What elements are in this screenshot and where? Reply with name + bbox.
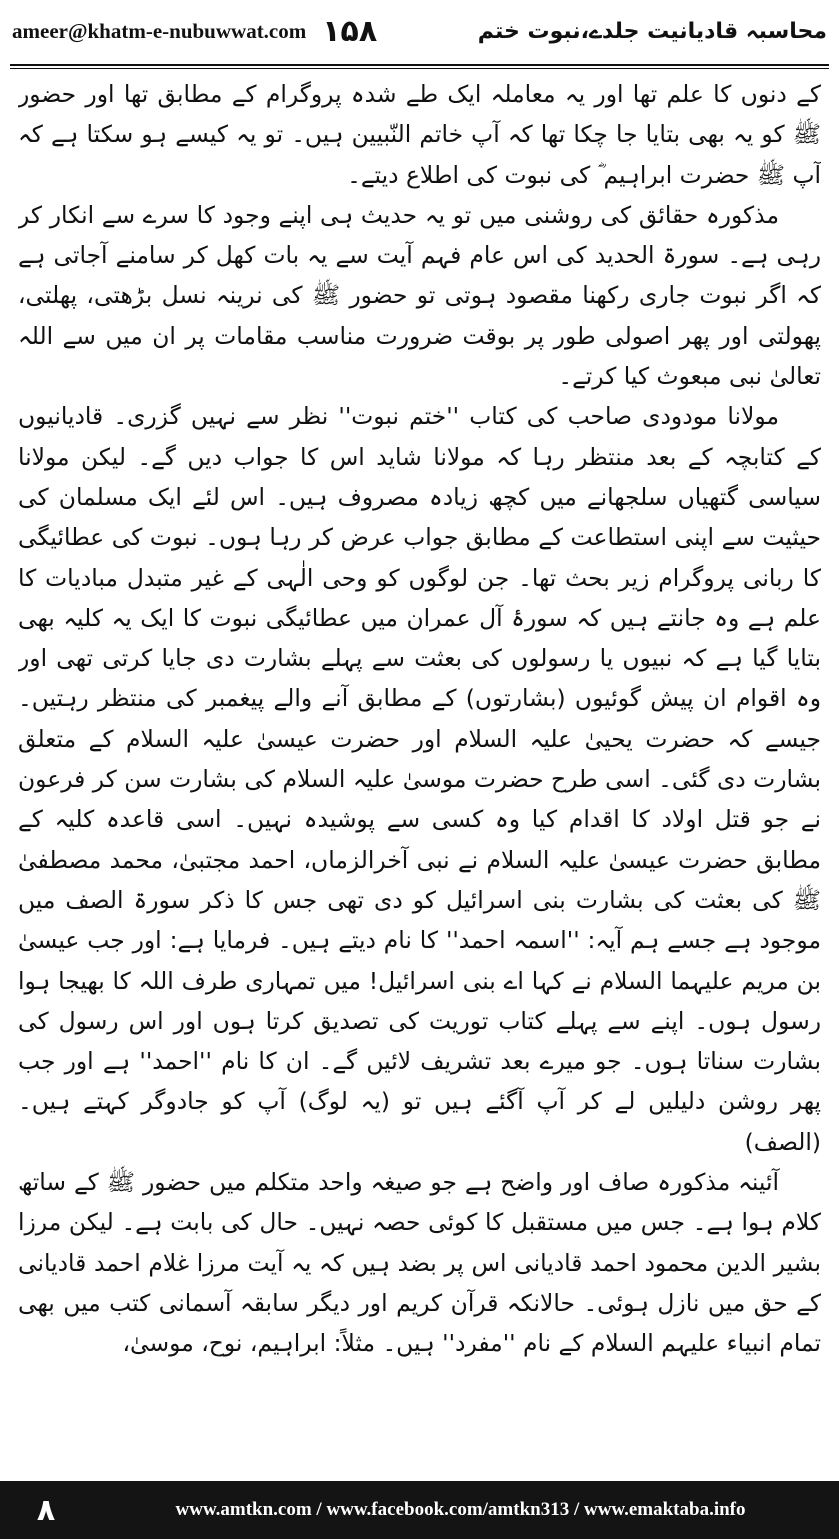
footer-page-number: ۸ [36, 1492, 56, 1528]
paragraph: آئینہ مذکورہ صاف اور واضح ہے جو صیغہ واحد متکلم میں حضور ﷺ کے ساتھ کلام ہوا ہے۔ جس میں مستقبل کا کوئی حصہ نہیں۔ حال کی بابت ہے۔ لیکن مرزا بشیر الدین محمود احمد قادیانی اس پر بضد ہیں کہ یہ آیت مرزا غلام احمد قادیانی کے حق میں نازل ہوئی۔ حالانکہ قرآن کریم اور دیگر سابقہ آسمانی کتب میں بھی تمام انبیاء علیہم السلام کے نام ''مفرد'' ہیں۔ مثلاً: ابراہیم، نوح، موسیٰ، [18, 1168, 821, 1358]
body-text [18, 74, 821, 1452]
header-email: ameer@khatm-e-nubuwwat.com [12, 18, 307, 43]
paragraph: مذکورہ حقائق کی روشنی میں تو یہ حدیث ہی اپنے وجود کا سرے سے انکار کر رہی ہے۔ سورۃ الحدید کی اس عام فہم آیت سے یہ بات کھل کر سامنے آجاتی ہے کہ اگر نبوت جاری رکھنا مقصود ہوتی تو حضور ﷺ کی نرینہ نسل بڑھتی، پھلتی، پھولتی اور پھر اصولی طور پر بوقت ضرورت مناسب مقامات پر ان میں سے اللہ تعالیٰ نبی مبعوث کیا کرتے۔ [18, 200, 821, 391]
header-divider [10, 64, 829, 69]
paragraph: مولانا مودودی صاحب کی کتاب ''ختم نبوت'' نظر سے نہیں گزری۔ قادیانیوں کے کتابچہ کے بعد منتظر رہا کہ مولانا شاید اس کا جواب دیں گے۔ لیکن مولانا سیاسی گتھیاں سلجھانے میں کچھ زیادہ مصروف ہیں۔ اس لئے ایک مسلمان کی حیثیت سے اپنی استطاعت کے مطابق جواب عرض کر رہا ہوں۔ نبوت کی عطائیگی کا ربانی پروگرام زیر بحث تھا۔ جن لوگوں کو وحی الٰہی کے غیر متبدل مبادیات کا علم ہے وہ جانتے ہیں کہ سورۂ آل عمران میں عطائیگی نبوت کا ایک یہ کلیہ بھی بتایا گیا ہے کہ نبیوں یا رسولوں کی بعثت سے پہلے بشارت دی جایا کرتی تھی اور وہ اقوام ان پیش گوئیوں (بشارتوں) کے مطابق آنے والے پیغمبر کی منتظر رہتیں۔ جیسے کہ حضرت یحییٰ علیہ السلام اور حضرت عیسیٰ علیہ السلام کے متعلق بشارت دی گئی۔ اسی طرح حضرت موسیٰ علیہ السلام کی بشارت سن کر فرعون نے جو قتل اولاد کا اقدام کیا وہ کسی سے پوشیدہ نہیں۔ اسی قاعدہ کلیہ کے مطابق حضرت عیسیٰ علیہ السلام نے نبی آخرالزماں، احمد مجتبیٰ، محمد مصطفیٰ ﷺ کی بعثت کی بشارت بنی اسرائیل کو دی تھی جس کا ذکر سورۃ الصف میں موجود ہے جسے ہم آیہ: ''اسمہ احمد'' کا نام دیتے ہیں۔ فرمایا ہے: اور جب عیسیٰ بن مریم علیہما السلام نے کہا اے بنی اسرائیل! میں تمہاری طرف اللہ کا بھیجا ہوا رسول ہوں۔ اپنے سے پہلے کتاب توریت کی تصدیق کرتا ہوں اور اس رسول کی بشارت سناتا ہوں۔ جو میرے بعد تشریف لائیں گے۔ ان کا نام ''احمد'' ہے اور جب پھر روشن دلیلیں لے کر آپ آگئے ہیں تو (یہ لوگ) آپ کو جادوگر کہتے ہیں۔ (الصف) [18, 402, 821, 1156]
paragraph: کے دنوں کا علم تھا اور یہ معاملہ ایک طے شدہ پروگرام کے مطابق تھا اور حضور ﷺ کو یہ بھی بتایا جا چکا تھا کہ آپ خاتم النّبیین ہیں۔ تو یہ کیسے ہو سکتا ہے کہ آپ ﷺ حضرت ابراہیم ؓ کی نبوت کی اطلاع دیتے۔ [18, 80, 821, 189]
header-book-title: محاسبہ قادیانیت جلدے،نبوت ختم [477, 18, 827, 44]
header-page-number: ۱۵۸ [322, 13, 378, 49]
page-footer [0, 1481, 839, 1539]
page-header [0, 0, 839, 62]
footer-links: www.amtkn.com / www.facebook.com/amtkn313 / www.emaktaba.info [175, 1499, 746, 1520]
